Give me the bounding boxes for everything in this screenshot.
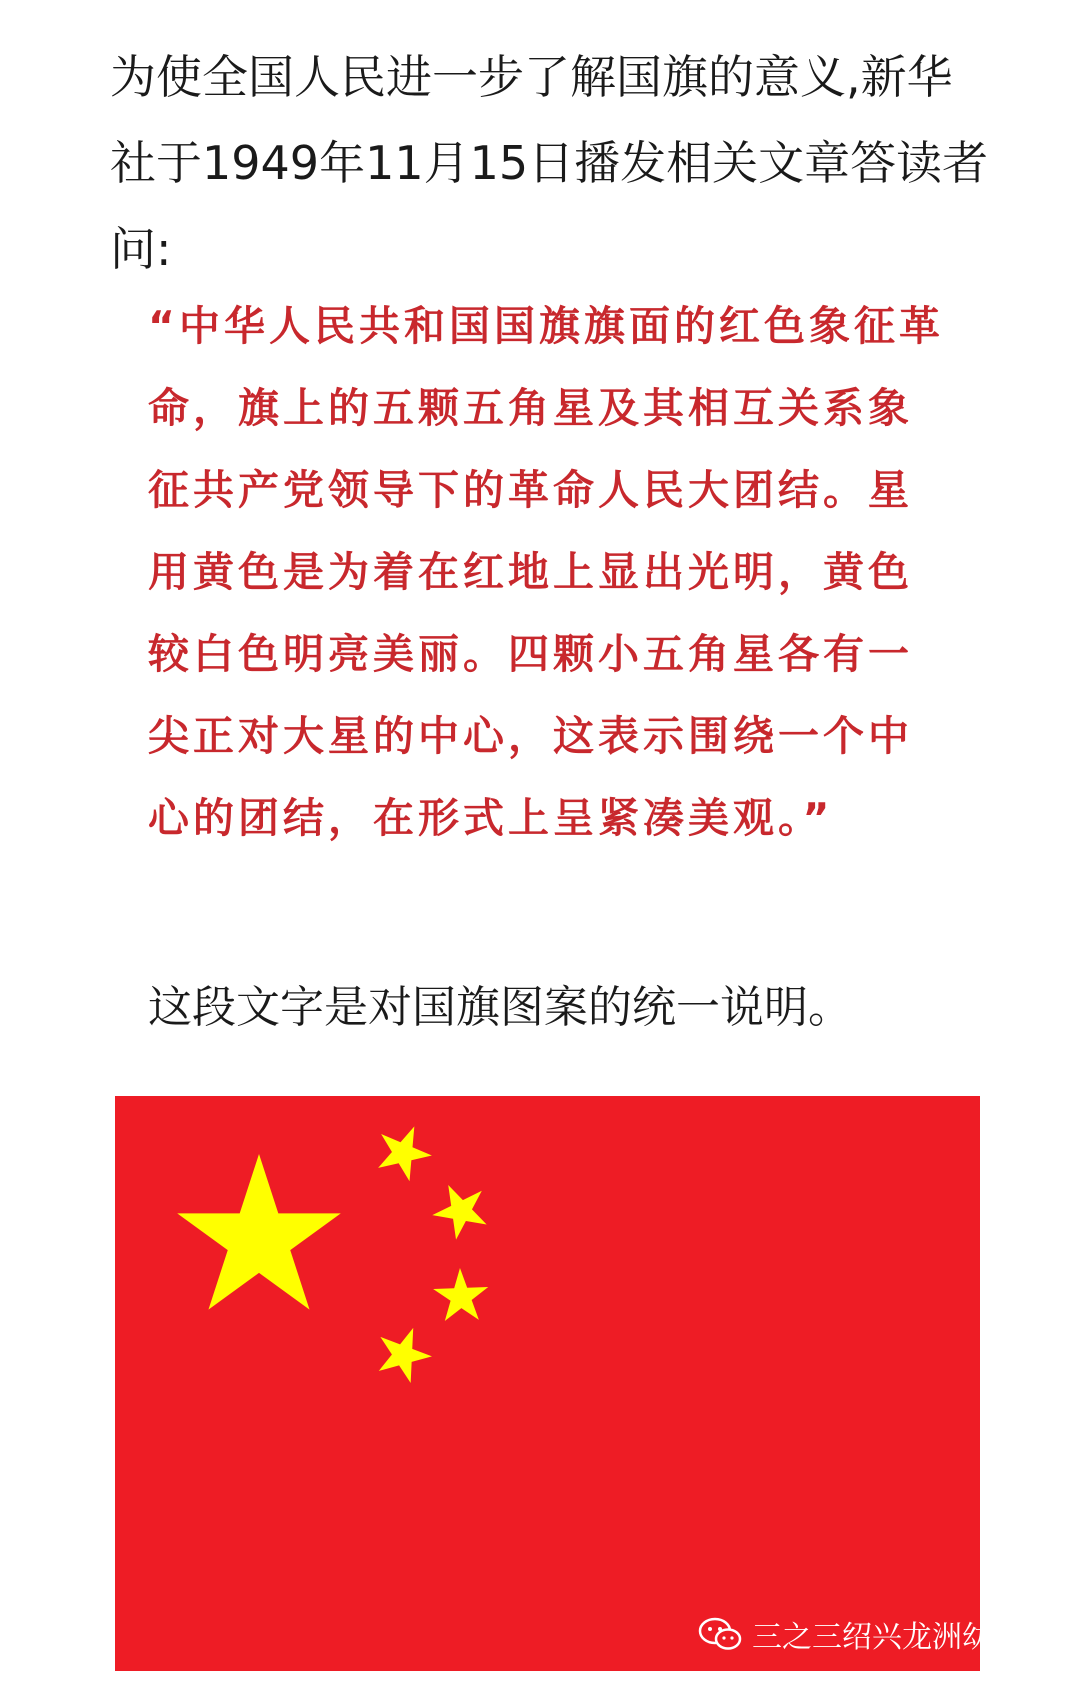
small-star-1-icon — [368, 1116, 439, 1186]
small-star-2-icon — [425, 1171, 501, 1247]
watermark-text: 三之三绍兴龙洲幼儿园 — [752, 1620, 1052, 1655]
small-star-3-icon — [430, 1261, 498, 1331]
watermark — [698, 1612, 1052, 1656]
summary-paragraph: 这段文字是对国旗图案的统一说明。 — [148, 982, 852, 1033]
national-flag-image — [115, 1096, 980, 1671]
wechat-icon — [698, 1617, 742, 1651]
flag-graphic — [115, 1096, 980, 1671]
large-star-icon — [177, 1154, 341, 1310]
intro-paragraph: 为使全国人民进一步了解国旗的意义,新华社于1949年11月15日播发相关文章答读者问: — [110, 50, 989, 276]
small-star-4-icon — [369, 1318, 439, 1387]
quote-paragraph: “中华人民共和国国旗旗面的红色象征革命，旗上的五颗五角星及其相互关系象征共产党领导下的革命人民大团结。星用黄色是为着在红地上显出光明，黄色较白色明亮美丽。四颗小五角星各有一尖正对大星的中心，这表示围绕一个中心的团结，在形式上呈紧凑美观。” — [148, 302, 944, 842]
